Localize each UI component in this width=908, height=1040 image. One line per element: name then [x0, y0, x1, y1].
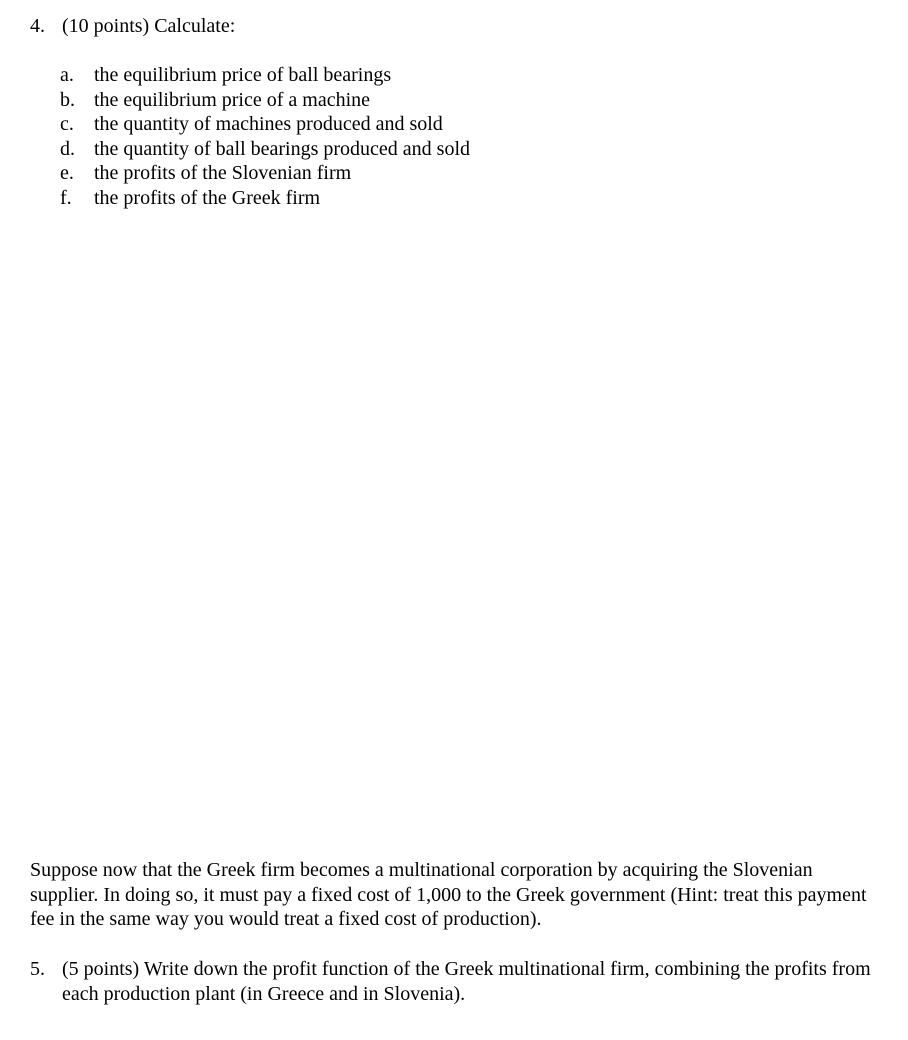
list-item-text: the profits of the Greek firm [94, 186, 321, 209]
question-4-number: 4. [30, 15, 45, 37]
question-4-text: (10 points) Calculate: [62, 15, 236, 37]
scenario-paragraph: Suppose now that the Greek firm becomes a multinational corporation by acquiring the Slovenian supplier. In doing so, it must pay a fixed cost of 1,000 to the Greek government (Hint: treat this payment fee in the same way you would treat a fixed cost of production). [30, 859, 867, 931]
list-item-text: the equilibrium price of a machine [94, 88, 371, 111]
question-4-subitems [60, 63, 470, 211]
list-item-marker: c. [60, 113, 74, 136]
list-item-text: the profits of the Slovenian firm [94, 162, 352, 185]
list-item [60, 186, 470, 211]
list-item-marker: a. [60, 64, 74, 86]
question-5-number: 5. [30, 958, 45, 980]
list-item-marker: d. [60, 137, 75, 160]
list-item [60, 63, 470, 88]
question-5-text: (5 points) Write down the profit function of the Greek multinational firm, combining the profits from each production plant (in Greece and in Slovenia). [62, 958, 871, 1005]
list-item [60, 88, 470, 113]
list-item-text: the quantity of ball bearings produced and sold [94, 137, 471, 160]
list-item [60, 161, 470, 186]
list-item-text: the quantity of machines produced and sold [94, 113, 443, 136]
list-item-marker: b. [60, 88, 75, 111]
list-item [60, 112, 470, 137]
question-5 [30, 957, 880, 1006]
list-item-marker: f. [60, 186, 72, 209]
list-item [60, 137, 470, 162]
list-item-text: the equilibrium price of ball bearings [94, 64, 392, 86]
question-4-heading [30, 14, 235, 39]
list-item-marker: e. [60, 162, 74, 185]
